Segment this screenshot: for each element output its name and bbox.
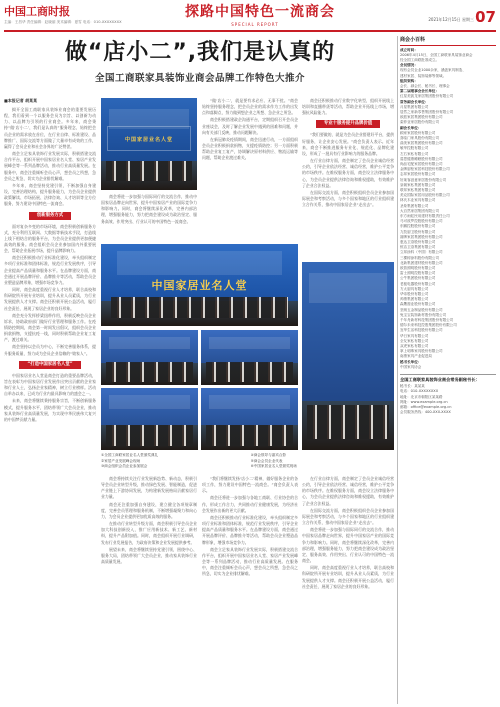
photo-people bbox=[106, 161, 192, 181]
sidebar-line: 九牧厨卫股份有限公司 bbox=[400, 229, 436, 234]
event-photo-3[interactable] bbox=[201, 330, 298, 385]
headline-title: 做“店小二”,我们是认真的 bbox=[64, 40, 336, 65]
sidebar-line: 宜华生活科技股份有限公司 bbox=[400, 328, 443, 333]
sidebar-line: 北新集团建材股份有限公司 bbox=[400, 260, 443, 265]
sidebar-line: 华帝股份有限公司 bbox=[400, 292, 429, 297]
sidebar-line: 公牛集团股份有限公司 bbox=[400, 276, 436, 281]
photo-people bbox=[106, 425, 193, 447]
sidebar-contact-box bbox=[400, 374, 496, 415]
photo-backdrop bbox=[209, 395, 291, 409]
issue-date: 2021年12月15日 星期三 bbox=[428, 17, 474, 22]
sidebar-line: 好莱客创意家居股份有限公司 bbox=[400, 177, 447, 182]
photo-banner bbox=[107, 126, 192, 152]
sidebar-line: 森鹰窗业股份有限公司 bbox=[400, 302, 436, 307]
sidebar-line: 掌上明珠家具股份有限公司 bbox=[400, 349, 443, 354]
paragraph: 同时，商会高度重视行业人才培养，联合高校和科研院所开展专业培训，提升从业人员素质，为行业发展提供人才支撑。商会还积极开展公益活动，履行社会责任，展现了家居企业的良好形象。 bbox=[4, 287, 96, 311]
photo-backdrop bbox=[109, 337, 191, 349]
photo-backdrop bbox=[109, 395, 191, 409]
sidebar-line: 红星美凯龙家居集团股份有限公司 bbox=[400, 94, 454, 99]
paragraph: 商会立足家具装饰行业发展实际，积极搭建交流合作平台，组织开展中国家居业名人堂、家居产业发展峰会等一系列品牌活动，推动行业高质量发展。在服务中，商会注重倾听会员心声，想会员之所想，急会员之所急，切实为企业排忧解难。 bbox=[202, 546, 298, 577]
sidebar-line: 雷士照明控股有限公司 bbox=[400, 271, 436, 276]
caption: ⑥中国家居业名人堂颁奖现场 bbox=[250, 464, 297, 469]
sidebar-line: 南康家具产业促进局 bbox=[400, 354, 432, 359]
paragraph: 在推动行业转型升级方面，商会积极引导会员企业加大科技创新投入，推广应用新技术、新工艺、新材料，提升产品附加值。同时，商会组织开展行业调研，发布行业发展报告，为政府决策和企业发展提供参考。 bbox=[101, 521, 197, 545]
paragraph: 多年来，商会坚持党建引领，不断加强自身建设，完善治理结构，提升服务能力，为会员企业提供政策解读、市场拓展、法律咨询、人才培训等全方位服务，努力建设中国特色一流商会。 bbox=[4, 182, 96, 207]
paragraph: 商会将持续关注行业发展新趋势、新动态，积极引导会员企业转型升级，推动绿色发展、智能制造，促进产业链上下游协同发展，为构建新发展格局贡献家居行业力量。 bbox=[101, 476, 197, 500]
caption: ④商会领导与嘉宾合影 bbox=[250, 453, 287, 457]
masthead-right bbox=[386, 6, 496, 26]
paragraph: 商会还注重加强自身建设，建立健全各项规章制度，完善会员管理和服务机制，不断增强凝聚力和向心力，为会员企业提供更加优质高效的服务。 bbox=[101, 501, 197, 519]
paragraph: 商会坚持以会员为中心，不断完善服务体系，提升服务质量，努力成为会员企业信赖的“娘家人”。 bbox=[4, 344, 96, 356]
sidebar-line: 大自然家居集团有限公司 bbox=[400, 208, 440, 213]
section-heading-2: “打造中国家居名人堂” bbox=[4, 361, 96, 369]
sidebar-line: 华日家具有限公司 bbox=[400, 333, 429, 338]
sidebar-line: 皇朝家私集团有限公司 bbox=[400, 182, 436, 187]
sidebar-line: 东方雨虹民用建材有限责任公司 bbox=[400, 214, 450, 218]
photo-people bbox=[111, 297, 288, 318]
sidebar-line: 经全国工商联批准成立。 bbox=[400, 57, 440, 62]
sidebar-line: 联邦家私集团有限公司 bbox=[400, 187, 436, 192]
paragraph: 揭开全国工商联家具装饰业商会的重要发展历程，我们看到一个以服务会员为宗旨、以创新为动力、以品牌为引领的行业商会。多年来，商会秉持“做‘店小二’，我们是认真的”服务理念，始终把会员企业的需求放在首位，在行业自律、标准建设、品牌推广、国际交流等方面做了大量卓有成效的工作，赢得了会员企业和社会各界的广泛赞誉。 bbox=[4, 107, 96, 149]
sidebar-line: 马可波罗控股股份有限公司 bbox=[400, 219, 443, 224]
sidebar-line: 德尔未来科技控股集团股份有限公司 bbox=[400, 323, 457, 328]
sidebar-line: 欧派家居集团股份有限公司 bbox=[400, 115, 443, 120]
sidebar-line: 兔宝宝装饰新材股份有限公司 bbox=[400, 312, 447, 317]
masthead-meta: 主编：王昌华 责任编辑：赵晓丽 美术编辑：夏雪 电话：010-XXXXXXXX bbox=[4, 20, 122, 24]
paragraph: 商会将进一步加强与国际同行的交流合作，推动中国家居品牌走向世界，提升中国家居产业的国际竞争力和影响力。同时，商会将继续深化改革，完善内部治理，增强服务能力，努力把商会建设成为政治坚定、服务高效、作用突出、行业认可的中国特色一流商会。 bbox=[302, 527, 394, 564]
article-column-1 bbox=[4, 98, 96, 704]
article-column-3 bbox=[202, 98, 298, 240]
column-2-lower-text bbox=[101, 476, 197, 565]
paragraph: 中国家居业名人堂是商会打造的重要品牌活动，旨在表彰为中国家居行业发展作出突出贡献的企业家和行业人士，弘扬企业家精神，树立行业榜样。活动自举办以来，已成为行业内最具影响力的盛会之一。 bbox=[4, 372, 96, 397]
sidebar-line: 尚品宅配家居股份有限公司 bbox=[400, 161, 443, 166]
banner-text: 中国家居业名人堂 bbox=[124, 137, 173, 144]
paragraph: 在国际交流方面，商会积极组织会员企业参加国际展会和考察活动，与多个国家和地区的行业组织建立合作关系，推动中国家居企业“走出去”。 bbox=[302, 507, 394, 526]
paragraph: 商会立足家具装饰行业发展实际，积极搭建交流合作平台，组织开展中国家居业名人堂、家居产业发展峰会等一系列品牌活动，推动行业高质量发展。在服务中，商会注重倾听会员心声，想会员之所想，急会员之所急，切实为企业排忧解难。 bbox=[4, 151, 96, 181]
sidebar-line: 秘书长：某某某 bbox=[400, 384, 425, 389]
page-number: 07 bbox=[475, 8, 496, 26]
headline-subtitle: 全国工商联家具装饰业商会品牌工作特色大推介 bbox=[94, 73, 305, 84]
photo-backdrop bbox=[117, 251, 283, 276]
sidebar-line: 敏华控股有限公司 bbox=[400, 146, 429, 151]
sidebar-line: 网址：www.example.org.cn bbox=[400, 399, 448, 404]
paragraph: 展望未来，商会将继续坚持党建引领，围绕中心、服务大局，团结带领广大会员企业，推动家具装饰行业高质量发展。 bbox=[101, 546, 197, 565]
photo-people bbox=[206, 362, 293, 381]
column-3-text bbox=[202, 98, 298, 162]
paragraph: 商会将进一步加强与国际同行的交流合作，推动中国家居品牌走向世界，提升中国家居产业的国际竞争力和影响力。同时，商会将继续深化改革，完善内部治理，增强服务能力，努力把商会建设成为政治坚定、服务高效、作用突出、行业认可的中国特色一流商会。 bbox=[101, 194, 197, 224]
sidebar-line: 曲美家居集团股份有限公司 bbox=[400, 141, 443, 146]
paragraph: 在国际交流方面，商会积极组织会员企业参加国际展会和考察活动，与多个国家和地区的行业组织建立合作关系，推动中国家居企业“走出去”。 bbox=[302, 189, 394, 208]
article-column-2-lower bbox=[101, 476, 197, 704]
sidebar-line: 2006年4月15日，全国工商联家具装饰业商会 bbox=[400, 52, 473, 57]
contact-box-title: 全国工商联家具装饰业商会常务副秘书长： bbox=[400, 377, 480, 383]
event-photo-5[interactable] bbox=[201, 388, 298, 450]
sidebar-line: 立邦涂料（中国）有限公司 bbox=[400, 250, 443, 255]
sidebar-line: 会员服务热线：400-XXX-XXXX bbox=[400, 410, 451, 415]
sidebar-line: 月星集团有限公司 bbox=[400, 104, 429, 109]
event-photo-main[interactable] bbox=[101, 244, 298, 326]
sidebar-line: 居然之家新零售集团股份有限公司 bbox=[400, 109, 454, 114]
article-column-2 bbox=[101, 194, 197, 240]
caption-row bbox=[101, 464, 394, 470]
sidebar-line: 索菲亚家居股份有限公司 bbox=[400, 120, 440, 125]
sidebar-line: 三棵树涂料股份有限公司 bbox=[400, 255, 440, 260]
sidebar-heading: 成立时间： bbox=[400, 47, 418, 52]
article-column-4-lower bbox=[302, 476, 394, 704]
sidebar-heading: 常务副会长单位： bbox=[400, 99, 429, 104]
sidebar-line: 恒洁卫浴集团有限公司 bbox=[400, 245, 436, 250]
sidebar-line: 建材家居、装饰装修等领域。 bbox=[400, 73, 447, 78]
sidebar-line: 坚朗五金制品股份有限公司 bbox=[400, 307, 443, 312]
section-subtitle: SPECIAL REPORT bbox=[231, 22, 279, 27]
photo-captions bbox=[101, 453, 394, 473]
paragraph: 面对复杂多变的市场环境，商会积极创新服务方式，充分利用互联网、大数据等新技术手段，打造线上线下相结合的服务平台，为会员企业提供更加便捷高效的服务。商会组织会员企业参加国内外重要展会，帮助企业拓展市场，提升品牌影响力。 bbox=[4, 223, 96, 254]
column-4-lower-text bbox=[302, 476, 394, 590]
sidebar-line: 邮箱：office@example.org.cn bbox=[400, 404, 452, 409]
sidebar-line: 志邦家居股份有限公司 bbox=[400, 172, 436, 177]
sidebar-divider bbox=[397, 36, 398, 704]
paragraph: “我们将继续发扬‘店小二’精神，做好服务企业的各项工作，努力建设中国特色一流商会。”商会负责人表示。 bbox=[202, 476, 298, 494]
sidebar-line: 左右家私有限公司 bbox=[400, 151, 429, 156]
sidebar-line: 圣象集团有限公司 bbox=[400, 203, 429, 208]
event-photo-4[interactable] bbox=[101, 388, 198, 450]
sidebar-heading: 会员情况： bbox=[400, 63, 418, 68]
article-headline bbox=[4, 40, 396, 84]
sidebar-list bbox=[400, 48, 496, 371]
caption: ⑤商会会员企业代表 bbox=[250, 458, 283, 463]
sidebar-heading: 副会长单位： bbox=[400, 125, 422, 130]
paragraph: 商会还将进一步加强与各地工商联、行业协会的合作，形成工作合力，共同推动行业健康发展，为经济社会发展作出新的更大贡献。 bbox=[202, 495, 298, 513]
sidebar-line: 全友家私有限公司 bbox=[400, 338, 429, 343]
banner-text: 中国家居业名人堂 bbox=[151, 278, 248, 292]
sidebar-line: 慕思健康睡眠股份有限公司 bbox=[400, 156, 443, 161]
section-heading-3: 专业十服务提升品牌价值 bbox=[302, 120, 394, 128]
event-photo-top[interactable] bbox=[101, 98, 197, 190]
sidebar-line: 东鹏控股股份有限公司 bbox=[400, 224, 436, 229]
caption: ③商会组织会员企业参加展会 bbox=[101, 464, 148, 469]
column-4-text bbox=[302, 98, 394, 208]
paragraph: 商会还积极推动行业标准化建设，牵头组织制定多项行业标准和团体标准，规范行业发展秩序，引导企业提高产品质量和服务水平。在品牌建设方面，商会通过开展品牌评价、品牌推介等活动，帮助会员企业塑造品牌形象，增强市场竞争力。 bbox=[4, 255, 96, 285]
photo-people bbox=[307, 405, 390, 439]
paragraph: 商会还积极推动行业数字化转型，组织开展线上培训和直播带货等活动，帮助企业开拓线上市场，增强抗风险能力。 bbox=[302, 98, 394, 116]
event-photo-6[interactable] bbox=[302, 262, 394, 450]
photo-people bbox=[206, 425, 293, 447]
paragraph: 商会还积极推动行业标准化建设，牵头组织制定多项行业标准和团体标准，规范行业发展秩序，引导企业提高产品质量和服务水平。在品牌建设方面，商会通过开展品牌评价、品牌推介等活动，帮助会员企业塑造品牌形象，增强市场竞争力。 bbox=[202, 514, 298, 545]
paragraph: “我们要做的，就是为会员企业搭建好平台，提供好服务，让企业安心发展。”商会负责人表示。近年来，商会不断推进服务专业化、规范化、品牌化建设，形成了一批具有行业影响力的服务品牌。 bbox=[302, 132, 394, 156]
sidebar-heading: 组织架构： bbox=[400, 78, 418, 83]
sidebar-line: 美克国际家居用品股份有限公司 bbox=[400, 193, 450, 198]
article-column-3-lower bbox=[202, 476, 298, 704]
section-heading bbox=[185, 4, 335, 27]
paragraph: “做‘店小二’，就是要有求必应、无事不扰。”商会始终坚持服务理念，把会员企业的需求作为工作的出发点和落脚点，努力做到想企业之所想、急企业之所急。 bbox=[202, 98, 298, 116]
sidebar-line: 喜临门家具股份有限公司 bbox=[400, 135, 440, 140]
sidebar-line: 地址：北京市朝阳区某某路 bbox=[400, 394, 443, 399]
paragraph: 商会充分发挥桥梁纽带作用，积极反映会员企业诉求，协助政府部门做好行业管理和服务工作。在疫情防控期间，商会第一时间发出倡议，组织会员企业捐款捐物，支援抗疫一线，同时积极帮助企业复工复产，渡过难关。 bbox=[4, 312, 96, 343]
sidebar-line: 顾家家居股份有限公司 bbox=[400, 130, 436, 135]
contact-list bbox=[400, 384, 496, 415]
paragraph: 同时，商会高度重视行业人才培养，联合高校和科研院所开展专业培训，提升从业人员素质，为行业发展提供人才支撑。商会还积极开展公益活动，履行社会责任，展现了家居企业的良好形象。 bbox=[302, 565, 394, 589]
photo-people bbox=[106, 362, 193, 381]
sidebar-line: 帅康集团有限公司 bbox=[400, 297, 429, 302]
sidebar-line: 惠达卫浴股份有限公司 bbox=[400, 240, 436, 245]
section-title: 探路中国特色一流商会 bbox=[185, 4, 335, 20]
paragraph: 未来，商会将继续秉持服务宗旨，不断创新服务模式，提升服务水平，团结带领广大会员企业，推动家具装饰行业高质量发展，为实现中华民族伟大复兴的中国梦贡献力量。 bbox=[4, 398, 96, 422]
paragraph: 在新冠肺炎疫情期间，商会迅速行动，一方面组织会员企业积极捐款捐物，支援疫情防控；另一方面积极帮助企业复工复产，协调解决原材料供应、物流运输等问题，帮助企业渡过难关。 bbox=[202, 136, 298, 161]
sidebar-heading: 秘书长单位： bbox=[400, 359, 422, 364]
sidebar-facts bbox=[400, 36, 496, 704]
sidebar-line: 电话：010-XXXXXXXX bbox=[400, 389, 439, 394]
masthead-divider bbox=[4, 30, 496, 32]
paragraph: 在行业自律方面，商会制定了会员企业诚信经营公约，引导企业依法经营、诚信经营，维护公平竞争的市场秩序。在维权服务方面，商会设立法律服务中心，为会员企业提供法律咨询和维权援助，有效维护了企业合法权益。 bbox=[302, 158, 394, 188]
paragraph: 商会积极搭建政企沟通平台，定期组织召开会员企业座谈会，及时了解企业发展中遇到的困难和问题，并向有关部门反映，推动问题解决。 bbox=[202, 117, 298, 135]
sidebar-line: 箭牌家居集团股份有限公司 bbox=[400, 234, 443, 239]
article-column-4 bbox=[302, 98, 394, 258]
sidebar-line: 会长、副会长、秘书长、理事会 bbox=[400, 83, 450, 88]
column-1-text bbox=[4, 98, 96, 423]
section-heading-1: 创新服务方式 bbox=[4, 212, 96, 220]
sidebar-line: 林氏木业家具有限公司 bbox=[400, 198, 436, 203]
masthead bbox=[0, 0, 500, 32]
sidebar-line: 欧普照明股份有限公司 bbox=[400, 266, 436, 271]
sidebar-line: 双虎家私有限公司 bbox=[400, 344, 429, 349]
sidebar-line: 中国家具协会 bbox=[400, 364, 422, 369]
byline: ■本报记者 胡某某 bbox=[4, 98, 38, 103]
event-photo-2[interactable] bbox=[101, 330, 198, 385]
sidebar-line: 老板电器股份有限公司 bbox=[400, 281, 436, 286]
sidebar-heading: 第二届理事会会长单位： bbox=[400, 89, 440, 94]
sidebar-line: 金牌厨柜家居科技股份有限公司 bbox=[400, 167, 450, 172]
photo-backdrop bbox=[309, 273, 386, 303]
caption: ②家居产业发展峰会现场 bbox=[101, 458, 141, 463]
sidebar-title: 商会小百科 bbox=[400, 36, 496, 46]
sidebar-line: 现有会员企业1000余家，涵盖家具制造、 bbox=[400, 68, 466, 73]
newspaper-logo[interactable]: 中国工商时报 bbox=[4, 5, 70, 18]
column-3-lower-text bbox=[202, 476, 298, 578]
sidebar-line: 千年舟新材科技集团股份有限公司 bbox=[400, 318, 454, 323]
sidebar-line: 方太厨具有限公司 bbox=[400, 286, 429, 291]
paragraph: 在行业自律方面，商会制定了会员企业诚信经营公约，引导企业依法经营、诚信经营，维护公平竞争的市场秩序。在维权服务方面，商会设立法律服务中心，为会员企业提供法律咨询和维权援助，有效维护了企业合法权益。 bbox=[302, 476, 394, 506]
caption: ①全国工商联家居业名人堂颁奖典礼 bbox=[101, 453, 159, 457]
masthead-left bbox=[4, 6, 154, 25]
photo-backdrop bbox=[209, 337, 291, 349]
column-2-text bbox=[101, 194, 197, 225]
